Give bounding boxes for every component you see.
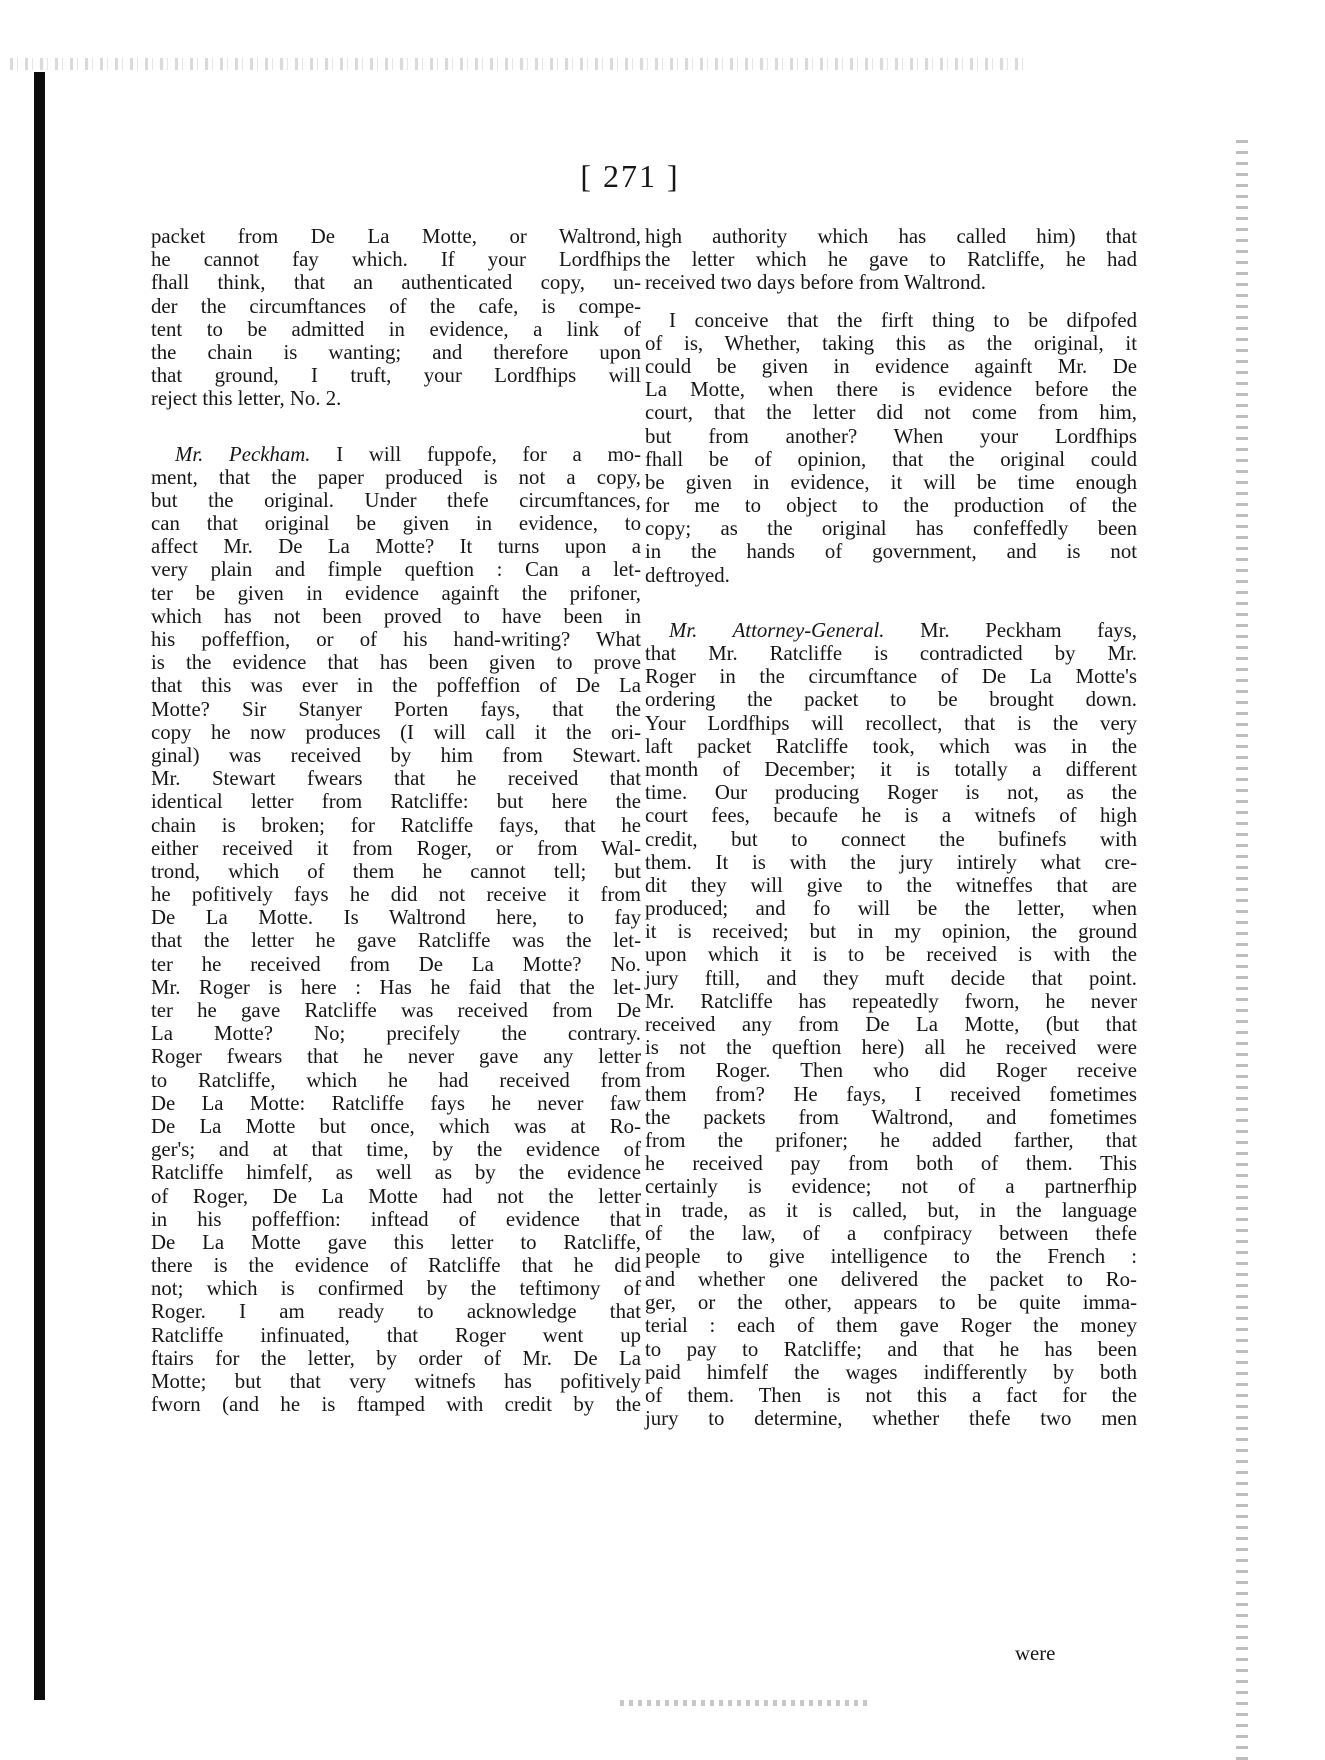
text-line: De La Motte but once, which was at Ro- xyxy=(151,1114,641,1138)
text-line: them. It is with the jury intirely what cre- xyxy=(645,850,1137,874)
text-line: affect Mr. De La Motte? It turns upon a xyxy=(151,535,641,559)
text-line: Roger. I am ready to acknowledge that xyxy=(151,1300,641,1324)
text-line: La Motte, when there is evidence before the xyxy=(645,378,1137,402)
text-line: ment, that the paper produced is not a copy, xyxy=(151,465,641,489)
text-line: Your Lordfhips will recollect, that is the very xyxy=(645,711,1137,735)
text-line: Mr. Stewart fwears that he received that xyxy=(151,767,641,791)
text-line: dit they will give to the witneffes that are xyxy=(645,873,1137,897)
text-line: ter he received from De La Motte? No. xyxy=(151,952,641,976)
text-line: der the circumftances of the cafe, is compe- xyxy=(151,294,641,318)
speaker-name: Mr. Attorney-General. xyxy=(669,618,885,642)
text-line: jury to determine, whether thefe two men xyxy=(645,1407,1137,1431)
text-line: jury ftill, and they muft decide that point. xyxy=(645,966,1137,990)
text-line: tent to be admitted in evidence, a link of xyxy=(151,317,641,341)
text-line: to Ratcliffe, which he had received from xyxy=(151,1068,641,1092)
text-line: the chain is wanting; and therefore upon xyxy=(151,340,641,364)
text-line: in the hands of government, and is not xyxy=(645,540,1137,564)
text-line: not; which is confirmed by the teftimony of xyxy=(151,1277,641,1301)
text-line: fhall think, that an authenticated copy, un- xyxy=(151,271,641,295)
binding-shadow xyxy=(34,72,45,1700)
text-line: there is the evidence of Ratcliffe that he did xyxy=(151,1254,641,1278)
text-line: La Motte? No; precifely the contrary. xyxy=(151,1022,641,1046)
text-line: Ratcliffe himfelf, as well as by the evidence xyxy=(151,1161,641,1185)
text-line: terial : each of them gave Roger the money xyxy=(645,1314,1137,1338)
scan-edge-noise xyxy=(10,58,1030,70)
text-line: his poffeffion, or of his hand-writing? What xyxy=(151,628,641,651)
line-text: Mr. Peckham fays, xyxy=(884,618,1137,642)
text-line xyxy=(151,443,641,466)
text-line: month of December; it is totally a different xyxy=(645,757,1137,781)
text-line: ordering the packet to be brought down. xyxy=(645,688,1137,712)
text-line: that the letter he gave Ratcliffe was the let- xyxy=(151,929,641,953)
page-number: [ 271 ] xyxy=(580,158,680,194)
text-line: fhall be of opinion, that the original could xyxy=(645,447,1137,471)
paragraph-gap xyxy=(151,411,641,443)
text-line: deftroyed. xyxy=(645,563,730,587)
text-line: that this was ever in the poffeffion of De La xyxy=(151,674,641,698)
text-line: people to give intelligence to the French : xyxy=(645,1244,1137,1268)
text-line: of the law, of a confpiracy between thefe xyxy=(645,1221,1137,1245)
text-line: of is, Whether, taking this as the original, it xyxy=(645,331,1137,355)
text-line: received two days before from Waltrond. xyxy=(645,271,986,295)
text-line: De La Motte gave this letter to Ratcliffe, xyxy=(151,1230,641,1254)
text-line: that Mr. Ratcliffe is contradicted by Mr. xyxy=(645,642,1137,665)
right-column xyxy=(645,225,1137,1430)
catchword: were xyxy=(1015,1642,1056,1665)
text-line: copy; as the original has confeffedly been xyxy=(645,517,1137,541)
text-line: time. Our producing Roger is not, as the xyxy=(645,781,1137,805)
text-line: I conceive that the firft thing to be difpofed xyxy=(669,308,1137,332)
text-line: credit, but to connect the bufinefs with xyxy=(645,827,1137,851)
text-line: court, that the letter did not come from him, xyxy=(645,401,1137,425)
text-line: but the original. Under thefe circumftances, xyxy=(151,488,641,512)
text-line: De La Motte. Is Waltrond here, to fay xyxy=(151,906,641,930)
text-line: produced; and fo will be the letter, when xyxy=(645,897,1137,921)
text-line: reject this letter, No. 2. xyxy=(151,387,342,411)
text-line: Mr. Ratcliffe has repeatedly fworn, he never xyxy=(645,989,1137,1013)
text-line: certainly is evidence; not of a partnerfhip xyxy=(645,1175,1137,1199)
text-line: it is received; but in my opinion, the ground xyxy=(645,920,1137,944)
text-line: Motte? Sir Stanyer Porten fays, that the xyxy=(151,697,641,721)
text-line: but from another? When your Lordfhips xyxy=(645,424,1137,448)
text-line: Ratcliffe infinuated, that Roger went up xyxy=(151,1323,641,1347)
text-line: from the prifoner; he added farther, that xyxy=(645,1128,1137,1152)
text-line: of Roger, De La Motte had not the letter xyxy=(151,1184,641,1208)
text-line: chain is broken; for Ratcliffe fays, that he xyxy=(151,813,641,837)
text-line: the packets from Waltrond, and fometimes xyxy=(645,1105,1137,1129)
text-line: very plain and fimple queftion : Can a let- xyxy=(151,558,641,582)
left-column xyxy=(151,225,641,1416)
text-line: received any from De La Motte, (but that xyxy=(645,1013,1137,1036)
text-line: be given in evidence, it will be time enough xyxy=(645,470,1137,494)
text-line: he pofitively fays he did not receive it from xyxy=(151,883,641,907)
text-line: for me to object to the production of the xyxy=(645,494,1137,518)
text-line: ginal) was received by him from Stewart. xyxy=(151,743,641,767)
line-text: I will fuppofe, for a mo- xyxy=(310,442,641,466)
text-line: is the evidence that has been given to prove xyxy=(151,651,641,675)
text-line: of them. Then is not this a fact for the xyxy=(645,1384,1137,1407)
scan-bottom-noise xyxy=(620,1700,870,1706)
text-line: ger, or the other, appears to be quite imma- xyxy=(645,1291,1137,1315)
text-line: to pay to Ratcliffe; and that he has been xyxy=(645,1337,1137,1361)
speaker-name: Mr. Peckham. xyxy=(175,442,311,466)
text-line: from Roger. Then who did Roger receive xyxy=(645,1059,1137,1083)
text-line: and whether one delivered the packet to Ro- xyxy=(645,1268,1137,1292)
text-line: ftairs for the letter, by order of Mr. De La xyxy=(151,1346,641,1370)
text-line: ter be given in evidence againft the prifoner, xyxy=(151,581,641,605)
text-line: is not the queftion here) all he received were xyxy=(645,1036,1137,1060)
text-line: Roger fwears that he never gave any letter xyxy=(151,1045,641,1069)
text-line: court fees, becaufe he is a witnefs of high xyxy=(645,804,1137,828)
text-line: either received it from Roger, or from Wal- xyxy=(151,836,641,860)
text-line: upon which it is to be received is with the xyxy=(645,943,1137,967)
text-line: them from? He fays, I received fometimes xyxy=(645,1082,1137,1106)
text-line: high authority which has called him) that xyxy=(645,225,1137,248)
text-line: De La Motte: Ratcliffe fays he never faw xyxy=(151,1091,641,1115)
text-line: Mr. Roger is here : Has he faid that the let- xyxy=(151,975,641,999)
text-line: in trade, as it is called, but, in the language xyxy=(645,1198,1137,1222)
text-line: packet from De La Motte, or Waltrond, xyxy=(151,225,641,248)
text-line: paid himfelf the wages indifferently by both xyxy=(645,1360,1137,1384)
scan-margin-marks xyxy=(1236,140,1248,1760)
text-line: which has not been proved to have been in xyxy=(151,604,641,628)
text-line: can that original be given in evidence, to xyxy=(151,512,641,536)
text-line: identical letter from Ratcliffe: but here the xyxy=(151,790,641,814)
text-line: he received pay from both of them. This xyxy=(645,1152,1137,1176)
text-line: could be given in evidence againft Mr. De xyxy=(645,354,1137,378)
text-line: Roger in the circumftance of De La Motte's xyxy=(645,665,1137,689)
text-line: that ground, I truft, your Lordfhips will xyxy=(151,364,641,388)
text-line: in his poffeffion: inftead of evidence that xyxy=(151,1207,641,1231)
text-line: trond, which of them he cannot tell; but xyxy=(151,859,641,883)
text-line: copy he now produces (I will call it the ori- xyxy=(151,720,641,744)
text-line: the letter which he gave to Ratcliffe, he had xyxy=(645,248,1137,272)
paragraph-gap xyxy=(645,295,1137,309)
text-line: he cannot fay which. If your Lordfhips xyxy=(151,248,641,272)
text-line: ger's; and at that time, by the evidence of xyxy=(151,1138,641,1162)
text-line: ter he gave Ratcliffe was received from De xyxy=(151,999,641,1022)
text-line xyxy=(645,619,1137,642)
text-line: laft packet Ratcliffe took, which was in the xyxy=(645,734,1137,758)
text-line: fworn (and he is ftamped with credit by the xyxy=(151,1393,641,1417)
paragraph-gap xyxy=(645,587,1137,619)
text-line: Motte; but that very witnefs has pofitively xyxy=(151,1370,641,1393)
